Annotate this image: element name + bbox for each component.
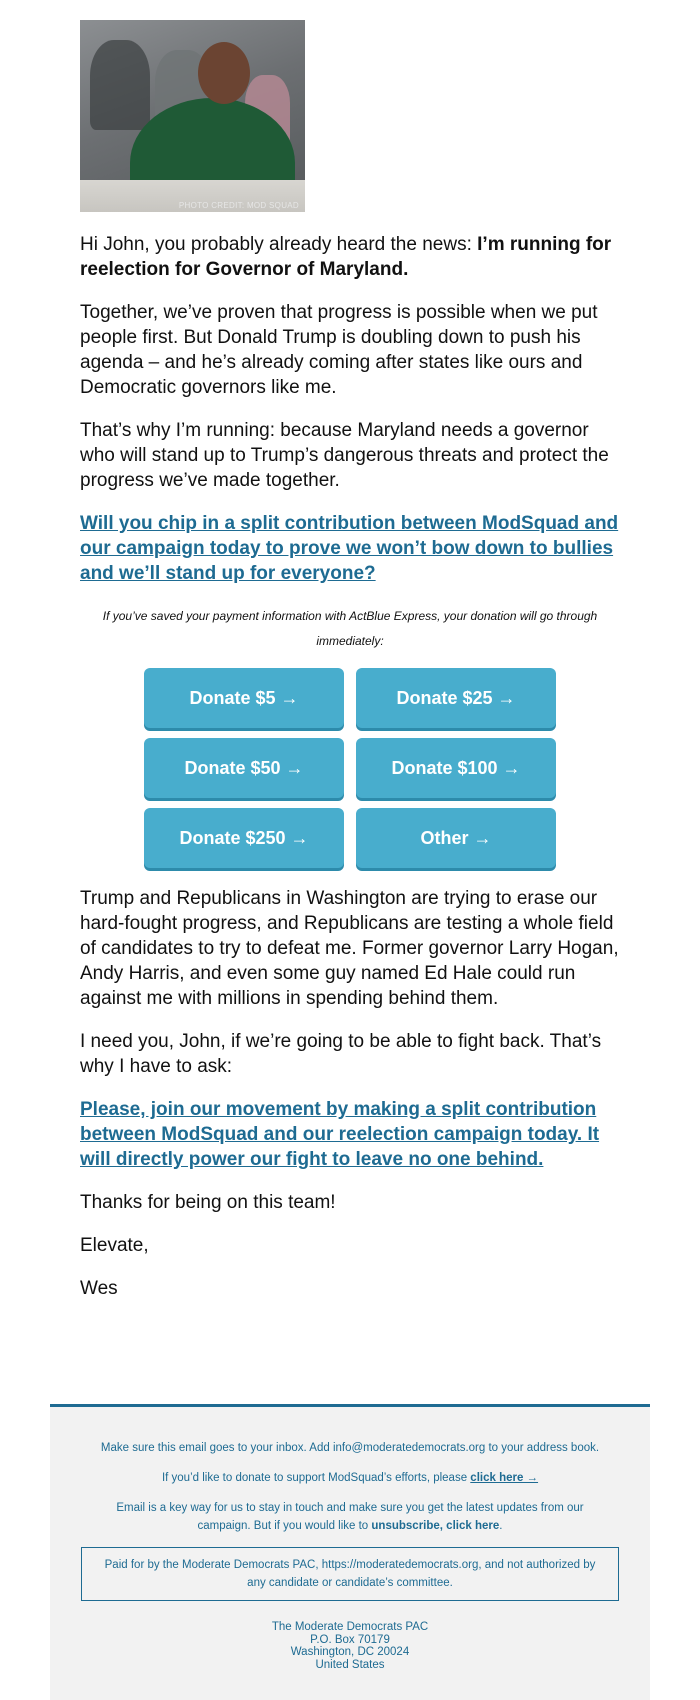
paragraph-why-running: That’s why I’m running: because Maryland needs a governor who will stand up to Trump’s dangerous threats and protect the progress we’ve made together. [80, 420, 609, 491]
donate-100-button[interactable]: Donate $100 → [356, 738, 556, 798]
split-contribution-link[interactable]: Will you chip in a split contribution between ModSquad and our campaign today to prove we won’t bow down to bullies and we’ll stand up for everyone? [80, 513, 619, 584]
join-movement-link[interactable]: Please, join our movement by making a split contribution between ModSquad and our reelection campaign today. It will directly power our fight to leave no one behind. [80, 1099, 600, 1170]
paragraph-thanks: Thanks for being on this team! [80, 1192, 336, 1213]
donate-other-button[interactable]: Other → [356, 808, 556, 868]
donate-50-button[interactable]: Donate $50 → [144, 738, 344, 798]
footer-donate-link[interactable]: click here → [470, 1472, 539, 1484]
donate-250-button[interactable]: Donate $250 → [144, 808, 344, 868]
footer-unsubscribe-note: Email is a key way for us to stay in touch and make sure you get the latest updates from our campaign. But if you would like to unsubscribe, click here. [116, 1502, 584, 1532]
paragraph-republicans: Trump and Republicans in Washington are trying to erase our hard-fought progress, and Republicans are testing a whole field of candidates to try to defeat me. Former governor Larry Hogan, Andy Harris, and even some guy named Ed Hale could run against me with millions in spending behind them. [80, 888, 619, 1009]
actblue-note: If you’ve saved your payment information with ActBlue Express, your donation will go through immediately: [102, 609, 598, 648]
paid-for-disclaimer: Paid for by the Moderate Democrats PAC, https://moderatedemocrats.org, and not authorized by any candidate or candidate’s committee. [81, 1547, 619, 1601]
hero-photo [80, 20, 305, 212]
donate-5-button[interactable]: Donate $5 → [144, 668, 344, 728]
signoff: Elevate, [80, 1235, 149, 1256]
intro-bold: I’m running for reelection for Governor of Maryland. [80, 234, 612, 280]
paragraph-progress: Together, we’ve proven that progress is possible when we put people first. But Donald Trump is doubling down to push his agenda – and he’s already coming after states like ours and Democratic governors like me. [80, 302, 598, 398]
donate-buttons [144, 668, 556, 868]
email-body [80, 20, 620, 1301]
mailing-address: The Moderate Democrats PAC P.O. Box 70179 Washington, DC 20024 United States [271, 1621, 429, 1671]
photo-credit: PHOTO CREDIT: MOD SQUAD [178, 201, 299, 210]
donate-25-button[interactable]: Donate $25 → [356, 668, 556, 728]
footer-donate-note: If you’d like to donate to support ModSquad’s efforts, please click here → [161, 1472, 539, 1484]
intro-paragraph: Hi John, you probably already heard the news: I’m running for reelection for Governor of Maryland. [80, 234, 612, 280]
signature: Wes [80, 1278, 118, 1299]
email-footer [50, 1404, 650, 1700]
paragraph-need-you: I need you, John, if we’re going to be able to fight back. That’s why I have to ask: [80, 1031, 602, 1077]
footer-inbox-note: Make sure this email goes to your inbox. Add info@moderatedemocrats.org to your address book. [100, 1442, 600, 1454]
unsubscribe-link[interactable]: unsubscribe, click here [371, 1520, 500, 1532]
